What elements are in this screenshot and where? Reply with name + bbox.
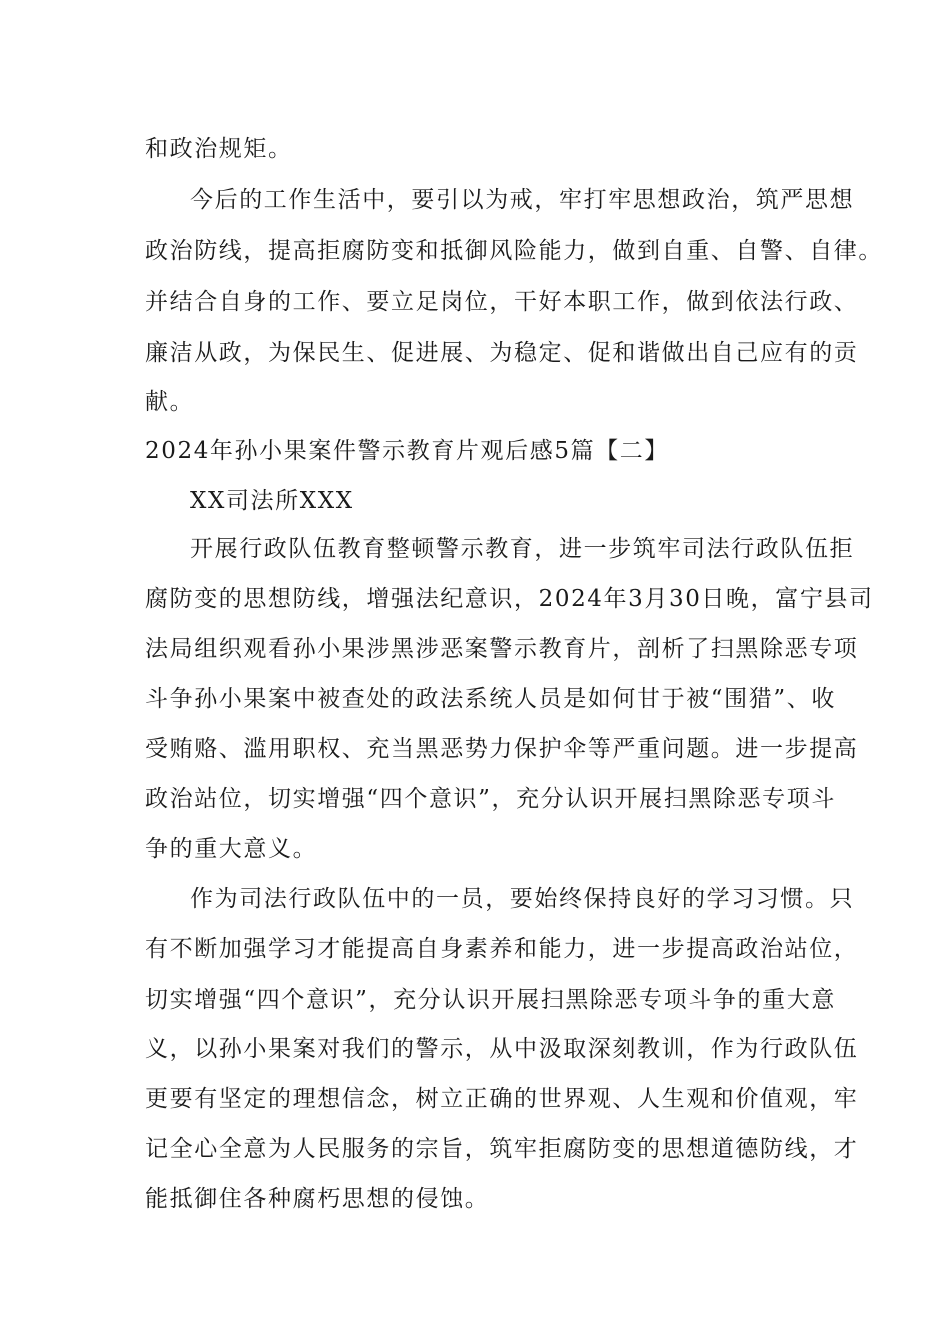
text-line: 并结合自身的工作、要立足岗位，干好本职工作，做到依法行政、: [145, 289, 859, 315]
paragraph-start-line: 今后的工作生活中，要引以为戒，牢打牢思想政治，筑严思想: [190, 187, 855, 213]
text-line: 能抵御住各种腐朽思想的侵蚀。: [145, 1186, 490, 1212]
paragraph-start-line: 开展行政队伍教育整顿警示教育，进一步筑牢司法行政队伍拒: [190, 536, 855, 562]
text-line: 献。: [145, 389, 195, 415]
text-line: 义，以孙小果案对我们的警示，从中汲取深刻教训，作为行政队伍: [145, 1036, 859, 1062]
author-line: XX司法所XXX: [190, 488, 354, 514]
text-line: 腐防变的思想防线，增强法纪意识，2024年3月30日晚，富宁县司: [145, 586, 874, 612]
text-line: 切实增强“四个意识”，充分认识开展扫黑除恶专项斗争的重大意: [145, 987, 836, 1013]
text-line: 和政治规矩。: [145, 136, 293, 162]
text-line: 政治防线，提高拒腐防变和抵御风险能力，做到自重、自警、自律。: [145, 238, 883, 264]
paragraph-start-line: 作为司法行政队伍中的一员，要始终保持良好的学习习惯。只: [190, 886, 855, 912]
text-line: 政治站位，切实增强“四个意识”，充分认识开展扫黑除恶专项斗: [145, 786, 836, 812]
text-line: 记全心全意为人民服务的宗旨，筑牢拒腐防变的思想道德防线，才: [145, 1136, 859, 1162]
text-line: 斗争孙小果案中被查处的政法系统人员是如何甘于被“围猎”、收: [145, 686, 836, 712]
text-line: 有不断加强学习才能提高自身素养和能力，进一步提高政治站位，: [145, 936, 859, 962]
text-line: 受贿赂、滥用职权、充当黑恶势力保护伞等严重问题。进一步提高: [145, 736, 859, 762]
section-heading: 2024年孙小果案件警示教育片观后感5篇【二】: [145, 438, 669, 464]
text-line: 更要有坚定的理想信念，树立正确的世界观、人生观和价值观，牢: [145, 1086, 859, 1112]
text-line: 法局组织观看孙小果涉黑涉恶案警示教育片，剖析了扫黑除恶专项: [145, 636, 859, 662]
text-line: 廉洁从政，为保民生、促进展、为稳定、促和谐做出自己应有的贡: [145, 340, 859, 366]
text-line: 争的重大意义。: [145, 836, 318, 862]
